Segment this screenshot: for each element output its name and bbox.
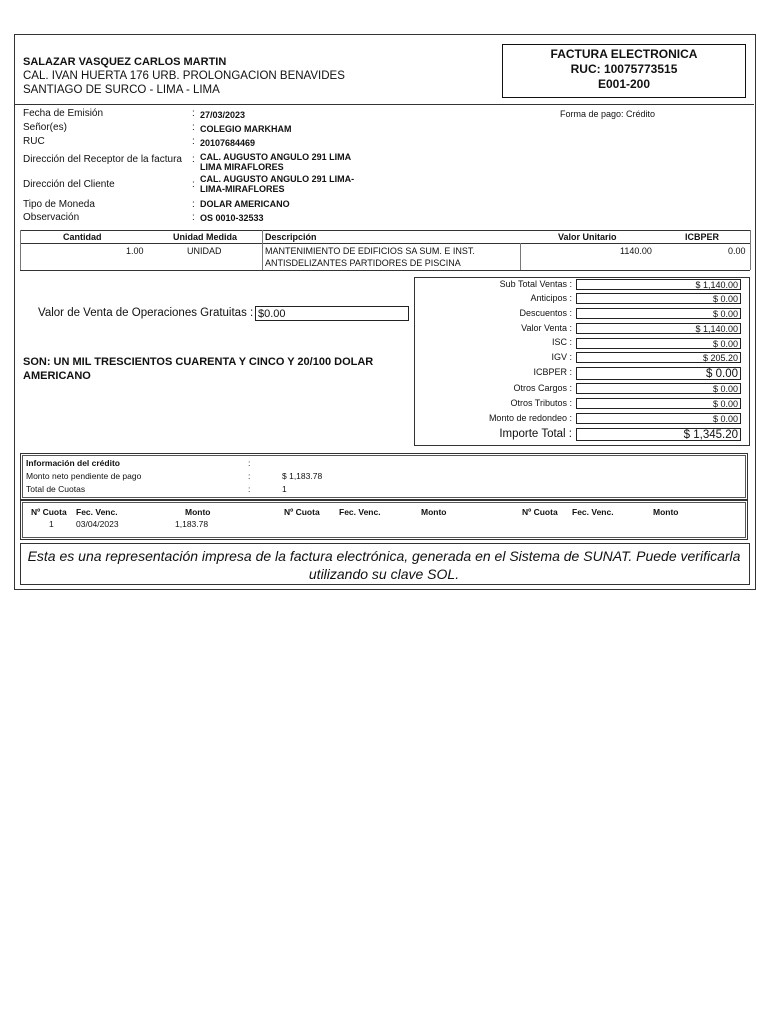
otros-tributos-label: Otros Tributos : [510,398,572,408]
moneda-label: Tipo de Moneda [23,199,95,210]
item-descripcion-1: MANTENIMIENTO DE EDIFICIOS SA SUM. E INST. [265,246,475,256]
cuota-monto-header: Monto [653,507,679,517]
redondeo-value: $ 0.00 [576,413,741,424]
descuentos-value: $ 0.00 [576,308,741,319]
credit-cuotas-value: 1 [282,484,287,494]
anticipos-value: $ 0.00 [576,293,741,304]
descuentos-label: Descuentos : [519,308,572,318]
emitter-name: SALAZAR VASQUEZ CARLOS MARTIN [23,56,227,68]
obs-label: Observación [23,212,80,223]
otros-cargos-label: Otros Cargos : [513,383,572,393]
items-top-line [20,230,750,231]
icbper-label: ICBPER : [533,367,572,377]
senor-label: Señor(es) [23,122,67,133]
forma-pago: Forma de pago: Crédito [560,109,656,119]
igv-value: $ 205.20 [576,352,741,363]
isc-label: ISC : [551,337,572,347]
item-cantidad: 1.00 [126,246,144,256]
credit-monto-value: $ 1,183.78 [282,471,323,481]
th-cantidad: Cantidad [63,232,102,242]
amount-in-words: SON: UN MIL TRESCIENTOS CUARENTA Y CINCO Y 20/100 DOLAR AMERICANO [23,356,374,382]
subtotal-label: Sub Total Ventas : [499,279,572,289]
credit-monto-label: Monto neto pendiente de pago [26,471,142,481]
items-col-sep [520,243,521,270]
importe-total-value: $ 1,345.20 [576,428,741,441]
obs-value: OS 0010-32533 [200,213,264,223]
colon: : [248,471,251,481]
invoice-title: FACTURA ELECTRONICA [550,47,698,61]
colon: : [248,458,251,468]
senor-value: COLEGIO MARKHAM [200,124,292,134]
colon: : [192,212,195,223]
credit-cuotas-label: Total de Cuotas [26,484,86,494]
item-unidad: UNIDAD [187,246,222,256]
cuota-num-header: Nº Cuota [522,507,558,517]
invoice-id-box [502,44,746,98]
cuota-num-header: Nº Cuota [31,507,67,517]
valor-venta-value: $ 1,140.00 [576,323,741,334]
dir-receptor-value-1: CAL. AUGUSTO ANGULO 291 LIMA [200,152,352,162]
colon: : [192,122,195,133]
otros-tributos-value: $ 0.00 [576,398,741,409]
items-left-border [20,230,21,270]
cuota-num: 1 [49,519,54,529]
ruc-label: RUC [23,136,45,147]
cuota-fec-header: Fec. Venc. [339,507,381,517]
items-bottom-line [20,270,750,271]
footer-text: Esta es una representación impresa de la factura electrónica, generada en el Sistema de SUNAT. Puede verificarla utilizando su clave SOL. [27,548,741,582]
fecha-label: Fecha de Emisión [23,108,104,119]
invoice-ruc: RUC: 10075773515 [570,62,678,76]
item-icbper: 0.00 [728,246,746,256]
ruc-value: 20107684469 [200,138,256,148]
igv-label: IGV : [551,352,572,362]
moneda-value: DOLAR AMERICANO [200,199,290,209]
fecha-value: 27/03/2023 [200,110,246,120]
gratuitas-label: Valor de Venta de Operaciones Gratuitas : [38,307,254,319]
colon: : [192,108,195,119]
cuotas-inner [22,502,746,538]
dir-receptor-value-2: LIMA MIRAFLORES [200,162,284,172]
cuota-num-header: Nº Cuota [284,507,320,517]
dir-receptor-label: Dirección del Receptor de la factura [23,154,182,165]
item-descripcion-2: ANTISDELIZANTES PARTIDORES DE PISCINA [265,258,461,268]
redondeo-label: Monto de redondeo : [488,413,572,423]
colon: : [192,154,195,165]
valor-venta-label: Valor Venta : [521,323,572,333]
emitter-address: CAL. IVAN HUERTA 176 URB. PROLONGACION BENAVIDES [23,70,345,82]
colon: : [192,199,195,210]
credit-title: Información del crédito [26,458,120,468]
invoice-number: E001-200 [597,77,651,91]
dir-cliente-label: Dirección del Cliente [23,179,115,190]
colon: : [192,179,195,190]
cuota-monto: 1,183.78 [175,519,209,529]
header-divider [15,104,754,105]
cuota-monto-header: Monto [421,507,447,517]
colon: : [192,136,195,147]
cuota-monto-header: Monto [185,507,211,517]
dir-cliente-value-2: LIMA-MIRAFLORES [200,184,285,194]
cuota-fec: 03/04/2023 [76,519,119,529]
subtotal-value: $ 1,140.00 [576,279,741,290]
otros-cargos-value: $ 0.00 [576,383,741,394]
th-valor-unitario: Valor Unitario [558,232,617,242]
importe-total-label: Importe Total : [499,428,572,440]
cuota-fec-header: Fec. Venc. [76,507,118,517]
isc-value: $ 0.00 [576,338,741,349]
items-header-line [20,243,750,244]
gratuitas-value: $0.00 [255,306,409,321]
colon: : [248,484,251,494]
anticipos-label: Anticipos : [530,293,572,303]
items-right-border [750,230,751,270]
th-descripcion: Descripción [265,232,317,242]
cuota-fec-header: Fec. Venc. [572,507,614,517]
item-valor-unitario: 1140.00 [620,246,652,256]
items-col-sep [262,230,263,270]
emitter-district: SANTIAGO DE SURCO - LIMA - LIMA [23,84,220,96]
th-unidad: Unidad Medida [173,232,238,242]
th-icbper: ICBPER [685,232,720,242]
dir-cliente-value-1: CAL. AUGUSTO ANGULO 291 LIMA- [200,174,355,184]
icbper-value: $ 0.00 [576,367,741,380]
